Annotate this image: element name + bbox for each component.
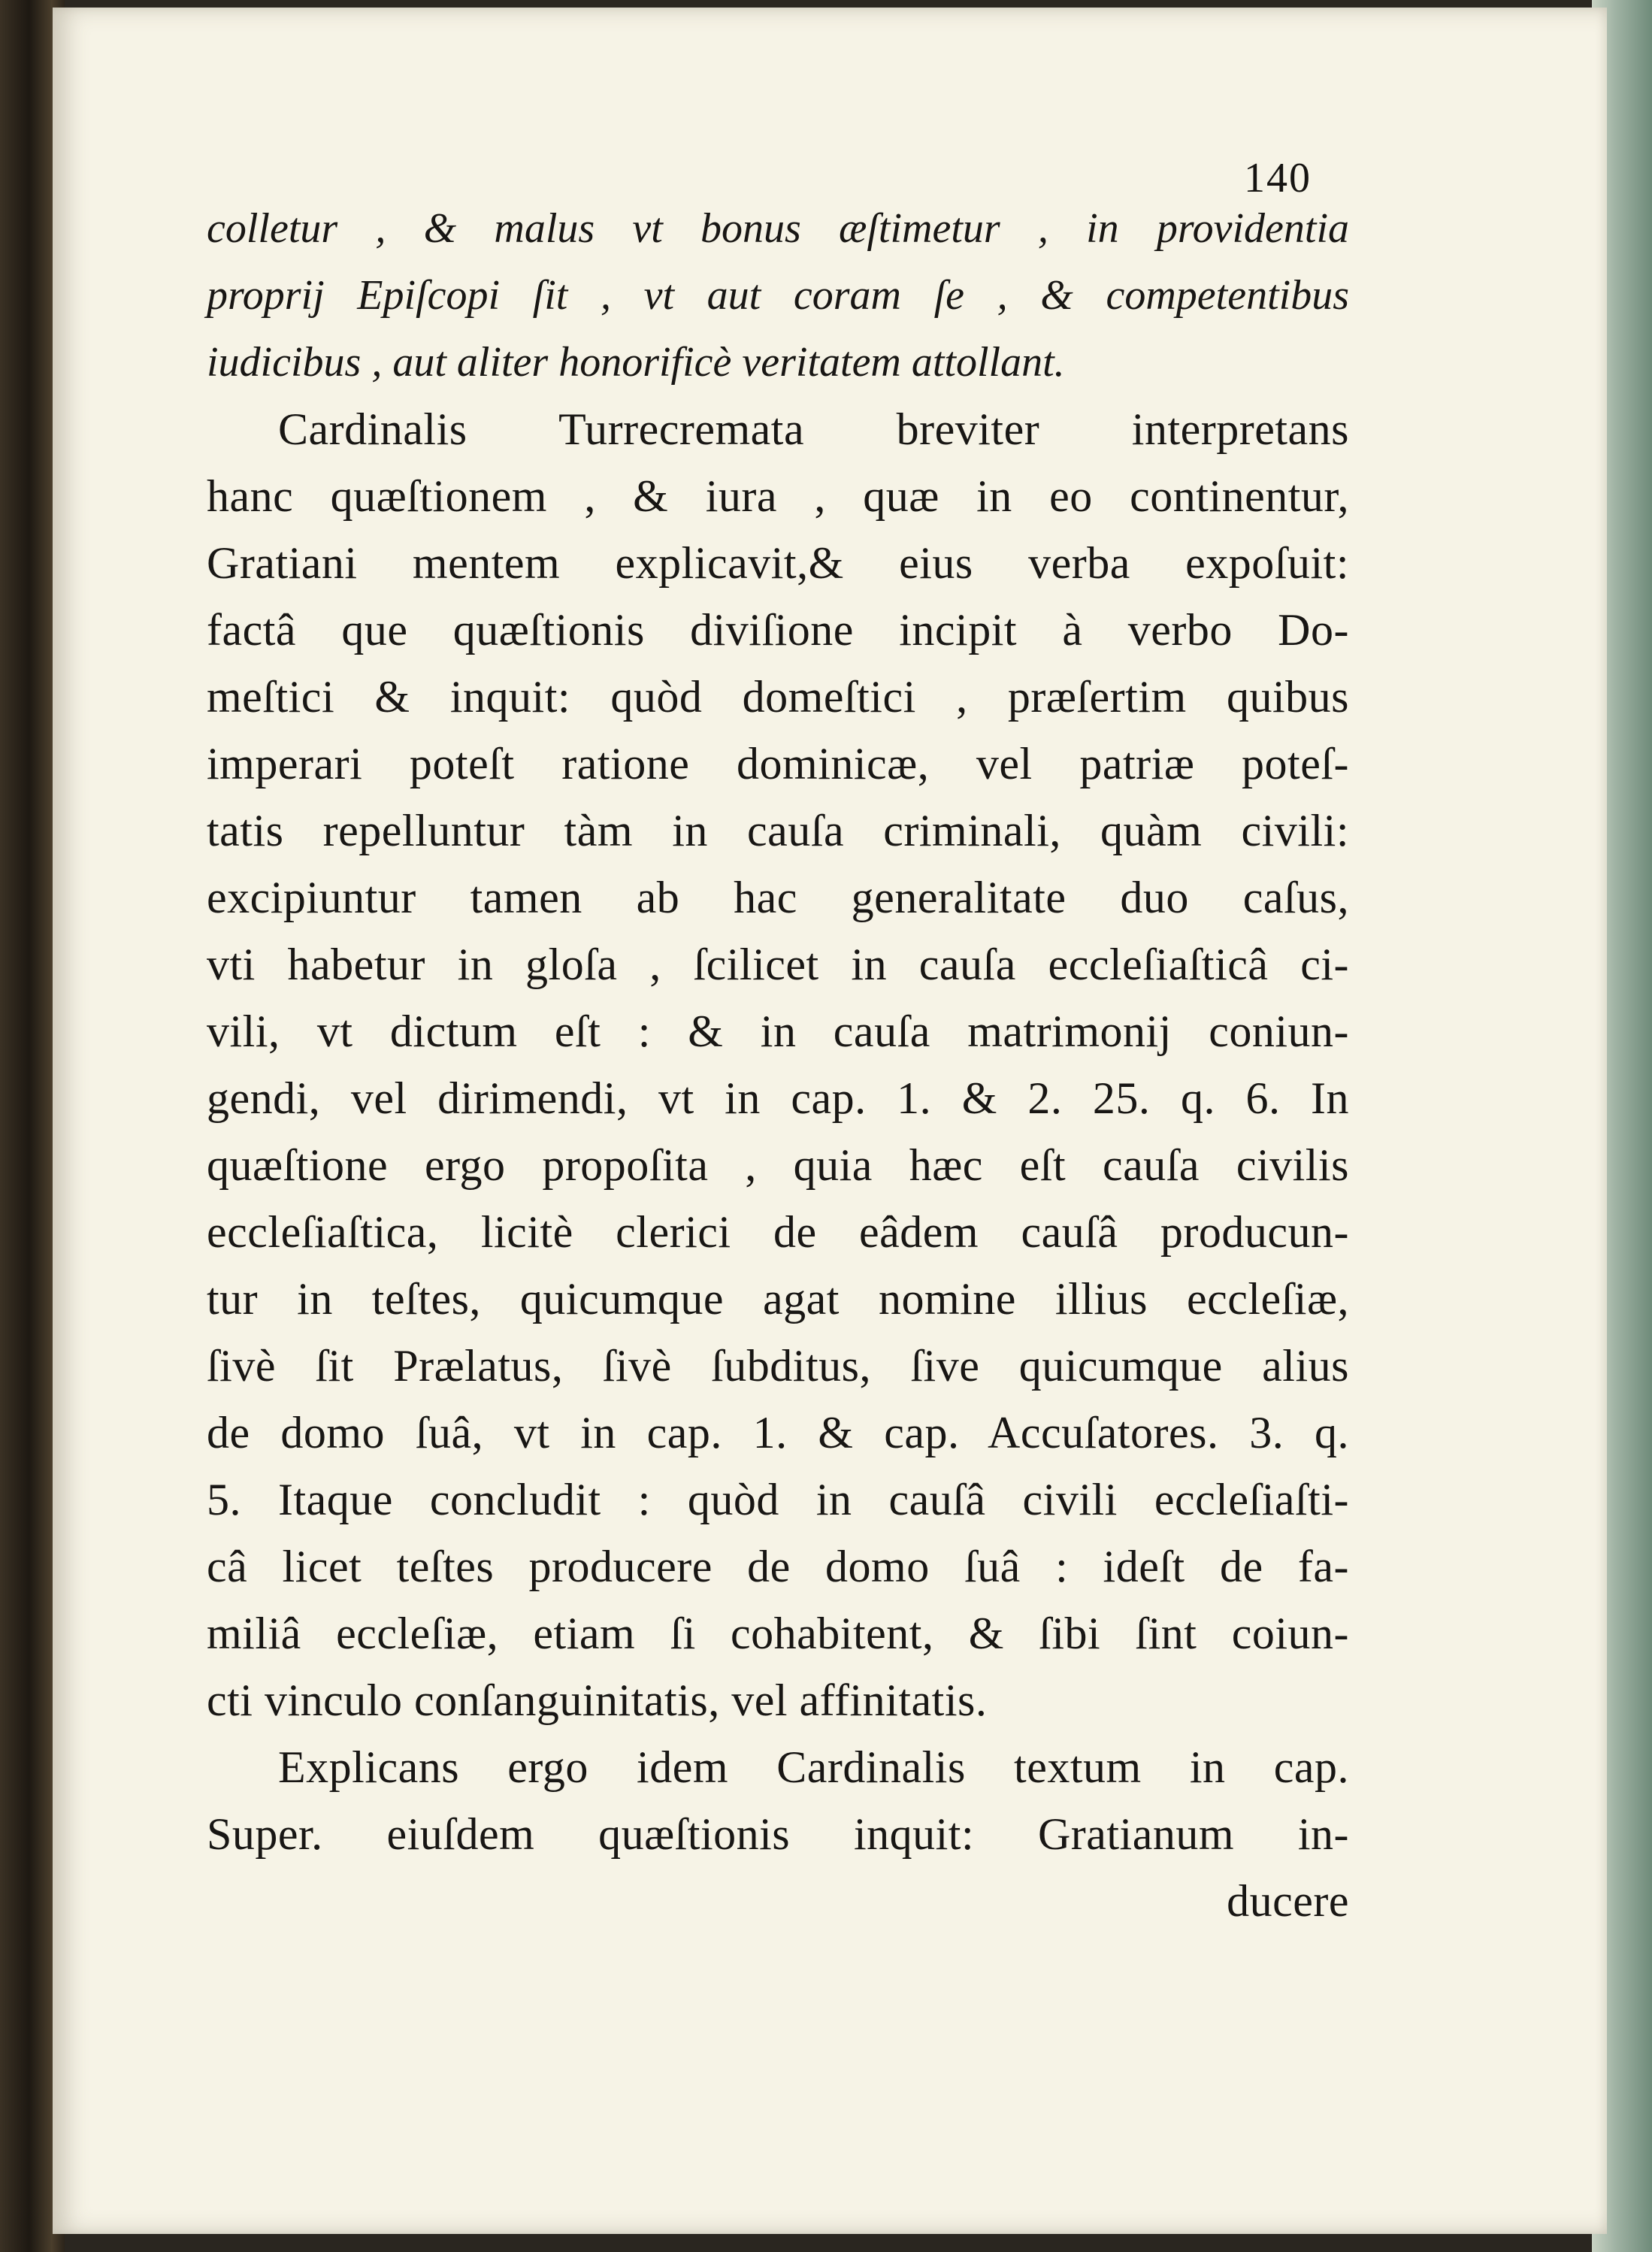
text-line: ſivè ſit Prælatus, ſivè ſubditus, ſive quicumque alius [207,1341,1349,1391]
text-line: hanc quæſtionem , & iura , quæ in eo continentur, [207,471,1349,521]
text-line: câ licet teſtes producere de domo ſuâ : ideſt de fa- [207,1542,1349,1591]
text-line: Gratiani mentem explicavit,& eius verba expoſuit: [207,538,1349,588]
text-line: de domo ſuâ, vt in cap. 1. & cap. Accuſatores. 3. q. [207,1408,1349,1457]
text-line: tatis repelluntur tàm in cauſa criminali, quàm civili: [207,806,1349,855]
page-number: 140 [1244,155,1312,201]
text-line: proprij Epiſcopi ſit , vt aut coram ſe , & competentibus [207,272,1349,319]
text-line: iudicibus , aut aliter honorificè veritatem attollant. [207,339,1065,386]
text-line: gendi, vel dirimendi, vt in cap. 1. & 2. 25. q. 6. In [207,1073,1349,1123]
paragraph-start-line: Explicans ergo idem Cardinalis textum in cap. [278,1742,1349,1792]
text-line: tur in teſtes, quicumque agat nomine illius eccleſiæ, [207,1274,1349,1324]
text-line: Super. eiuſdem quæſtionis inquit: Gratianum in- [207,1809,1349,1859]
text-line: imperari poteſt ratione dominicæ, vel patriæ poteſ- [207,739,1349,789]
text-line: eccleſiaſtica, licitè clerici de eâdem cauſâ producun- [207,1207,1349,1257]
text-line: excipiuntur tamen ab hac generalitate duo caſus, [207,873,1349,922]
text-line: miliâ eccleſiæ, etiam ſi cohabitent, & ſibi ſint coiun- [207,1609,1349,1658]
text-line: vti habetur in gloſa , ſcilicet in cauſa eccleſiaſticâ ci- [207,940,1349,989]
text-line: 5. Itaque concludit : quòd in cauſâ civili eccleſiaſti- [207,1475,1349,1524]
book-page [53,8,1607,2234]
text-line: vili, vt dictum eſt : & in cauſa matrimonij coniun- [207,1006,1349,1056]
text-line: meſtici & inquit: quòd domeſtici , præſertim quibus [207,672,1349,722]
main-text [207,195,1349,1935]
paragraph-start-line: Cardinalis Turrecremata breviter interpretans [278,404,1349,454]
catchword: ducere [1227,1876,1349,1926]
text-line: quæſtione ergo propoſita , quia hæc eſt cauſa civilis [207,1140,1349,1190]
text-line: colletur , & malus vt bonus æſtimetur , in providentia [207,205,1349,252]
text-line: cti vinculo conſanguinitatis, vel affinitatis. [207,1675,988,1725]
text-line: factâ que quæſtionis diviſione incipit à verbo Do- [207,605,1349,655]
